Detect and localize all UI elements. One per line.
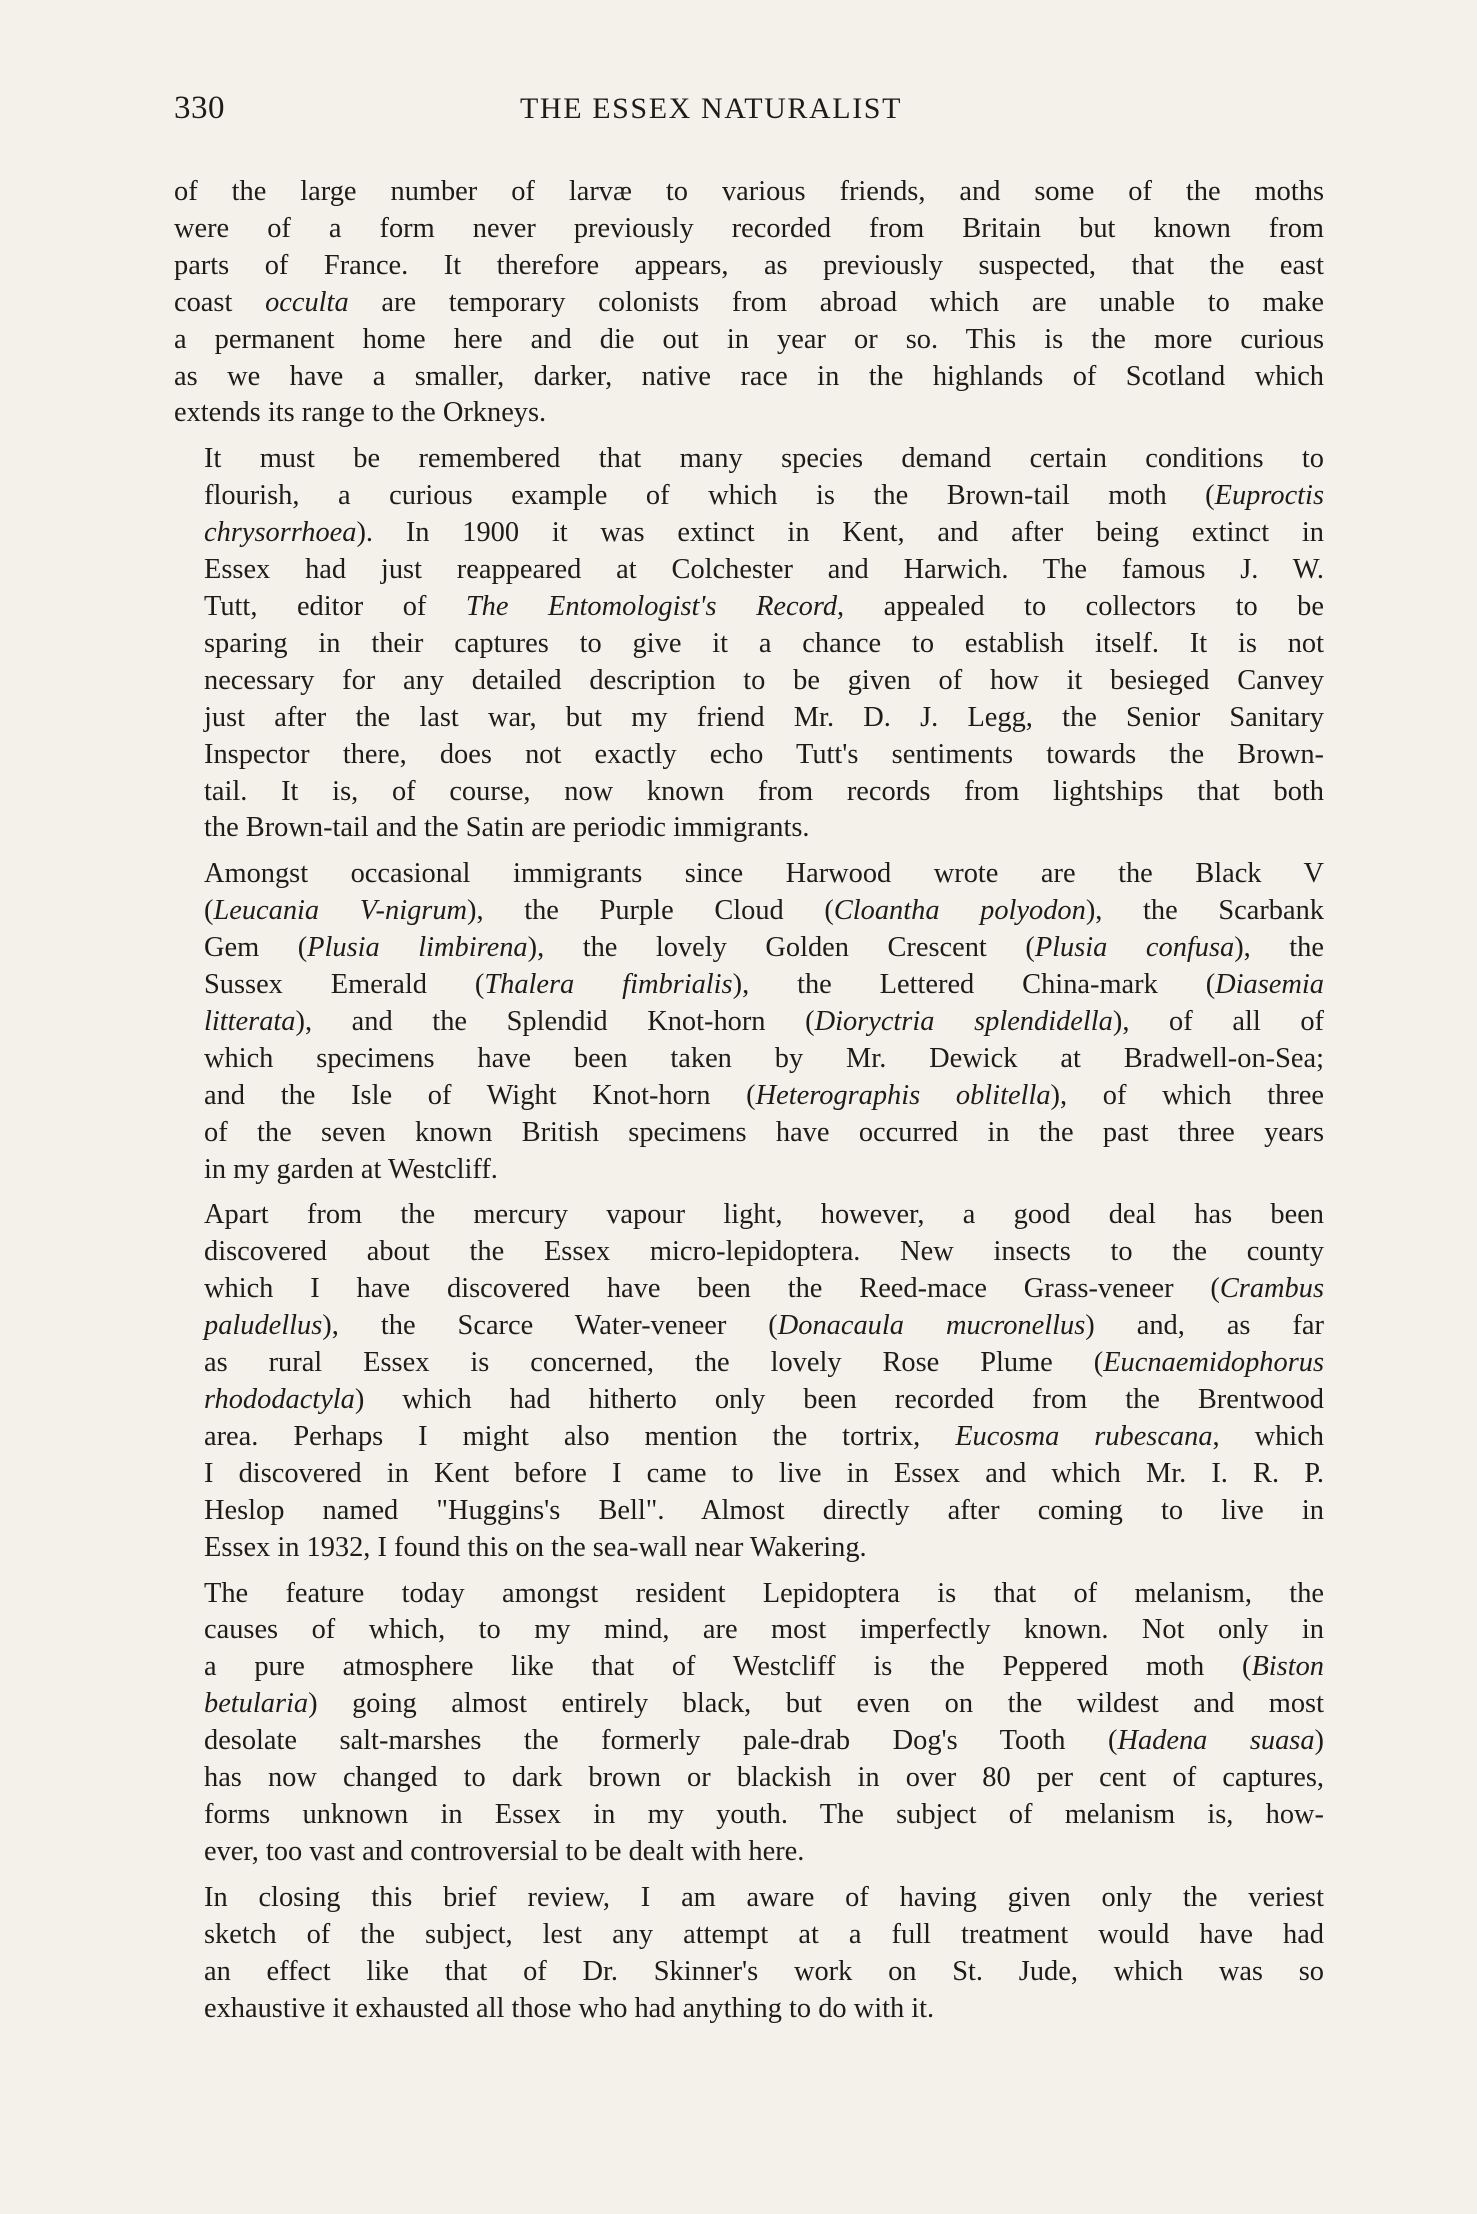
text-line [174, 395, 1324, 432]
text-line [174, 359, 1324, 396]
page-header [174, 90, 1324, 127]
text-run: the Brown-tail and the Satin are periodic immigrants. [204, 812, 810, 844]
text-line [174, 1576, 1324, 1613]
text-run: ) [1314, 1725, 1325, 1757]
italic-text: Cloantha polyodon [833, 895, 1086, 927]
italic-text: Plusia limbirena [307, 932, 528, 964]
text-line [174, 1954, 1324, 1991]
text-line [174, 1041, 1324, 1078]
text-run: sparing in their captures to give it a chance to establish itself. It is not [204, 627, 1324, 659]
italic-text: litterata [204, 1005, 296, 1037]
text-line [174, 810, 1324, 847]
text-run: which I have discovered have been the Reed-mace Grass-veneer ( [204, 1273, 1220, 1305]
text-line [174, 515, 1324, 552]
text-run: I discovered in Kent before I came to live in Essex and which Mr. I. R. P. [204, 1457, 1324, 1489]
text-run: ), of all of [1112, 1005, 1324, 1037]
text-run: were of a form never previously recorded from Britain but known from [174, 212, 1324, 244]
italic-text: Heterographis oblitella [755, 1079, 1051, 1111]
text-run: ) and, as far [1085, 1310, 1324, 1342]
text-line [174, 589, 1324, 626]
italic-text: Eucnaemidophorus [1103, 1347, 1324, 1379]
text-line [174, 1078, 1324, 1115]
italic-text: Donacaula mucronellus [777, 1310, 1086, 1342]
text-line [174, 737, 1324, 774]
text-run: Essex in 1932, I found this on the sea-wall near Wakering. [204, 1531, 867, 1563]
text-line [174, 1234, 1324, 1271]
text-line [174, 856, 1324, 893]
text-run: as rural Essex is concerned, the lovely Rose Plume ( [204, 1347, 1104, 1379]
text-run: It must be remembered that many species demand certain conditions to [204, 443, 1324, 475]
text-run: , which [1212, 1420, 1324, 1452]
text-line [174, 967, 1324, 1004]
italic-text: betularia [204, 1688, 309, 1720]
text-line [174, 285, 1324, 322]
text-run: are temporary colonists from abroad which are unable to make [348, 286, 1324, 318]
italic-text: occulta [265, 286, 349, 318]
text-run: ), the Lettered China-mark ( [732, 969, 1216, 1001]
text-run: ), and the Splendid Knot-horn ( [295, 1005, 815, 1037]
paragraph [174, 1576, 1324, 1871]
text-line [174, 700, 1324, 737]
text-line [174, 1760, 1324, 1797]
text-run: a pure atmosphere like that of Westcliff is the Peppered moth ( [204, 1651, 1252, 1683]
text-run: parts of France. It therefore appears, as previously suspected, that the east [174, 249, 1324, 281]
paragraph [174, 856, 1324, 1188]
italic-text: chrysorrhoea [204, 517, 357, 549]
text-line [174, 1797, 1324, 1834]
text-line [174, 1152, 1324, 1189]
text-line [174, 1530, 1324, 1567]
text-line [174, 211, 1324, 248]
text-line [174, 552, 1324, 589]
text-run: a permanent home here and die out in year or so. This is the more curious [174, 323, 1324, 355]
text-run: and the Isle of Wight Knot-horn ( [204, 1079, 756, 1111]
text-run: extends its range to the Orkneys. [174, 397, 547, 429]
text-line [174, 248, 1324, 285]
text-line [174, 322, 1324, 359]
text-line [174, 893, 1324, 930]
text-run: ), the lovely Golden Crescent ( [527, 932, 1035, 964]
text-line [174, 441, 1324, 478]
text-line [174, 478, 1324, 515]
text-line [174, 1991, 1324, 2028]
text-run: flourish, a curious example of which is the Brown-tail moth ( [204, 480, 1215, 512]
text-line [174, 774, 1324, 811]
italic-text: Leucania V-nigrum [213, 895, 468, 927]
text-run: ). In 1900 it was extinct in Kent, and after being extinct in [356, 517, 1324, 549]
text-run: ), the [1234, 932, 1324, 964]
text-line [174, 1686, 1324, 1723]
text-run: ), the Scarce Water-veneer ( [322, 1310, 778, 1342]
text-run: forms unknown in Essex in my youth. The subject of melanism is, how- [204, 1798, 1324, 1830]
text-run: desolate salt-marshes the formerly pale-drab Dog's Tooth ( [204, 1725, 1118, 1757]
text-run: discovered about the Essex micro-lepidoptera. New insects to the county [204, 1236, 1324, 1268]
page-number: 330 [174, 90, 225, 126]
text-run: Heslop named "Huggins's Bell". Almost directly after coming to live in [204, 1494, 1324, 1526]
text-line [174, 1382, 1324, 1419]
text-line [174, 1419, 1324, 1456]
text-line [174, 174, 1324, 211]
text-line [174, 626, 1324, 663]
text-run: , appealed to collectors to be [837, 590, 1324, 622]
text-run: ( [204, 895, 214, 927]
text-run: necessary for any detailed description to be given of how it besieged Canvey [204, 664, 1324, 696]
text-run: Sussex Emerald ( [204, 969, 485, 1001]
text-line [174, 1880, 1324, 1917]
text-line [174, 1834, 1324, 1871]
running-title: THE ESSEX NATURALIST [520, 92, 902, 125]
italic-text: Euproctis [1214, 480, 1324, 512]
text-line [174, 1308, 1324, 1345]
text-run: in my garden at Westcliff. [204, 1153, 498, 1185]
text-run: ) which had hitherto only been recorded from the Brentwood [354, 1384, 1324, 1415]
italic-text: Plusia confusa [1034, 932, 1235, 964]
italic-text: rhododactyla [204, 1384, 355, 1415]
italic-text: paludellus [204, 1310, 323, 1342]
text-run: ), the Scarbank [1085, 895, 1324, 927]
text-line [174, 1493, 1324, 1530]
text-run: Essex had just reappeared at Colchester and Harwich. The famous J. W. [204, 554, 1324, 586]
text-run: of the seven known British specimens have occurred in the past three years [204, 1116, 1324, 1148]
text-run: tail. It is, of course, now known from records from lightships that both [204, 775, 1324, 807]
italic-text: Thalera fimbrialis [484, 969, 733, 1001]
italic-text: Diasemia [1215, 969, 1324, 1001]
text-line [174, 1917, 1324, 1954]
text-line [174, 930, 1324, 967]
paragraph [174, 174, 1324, 432]
text-run: exhaustive it exhausted all those who had anything to do with it. [204, 1992, 935, 2024]
text-run: Tutt, editor of [204, 590, 466, 622]
text-run: which specimens have been taken by Mr. Dewick at Bradwell-on-Sea; [204, 1042, 1324, 1074]
article-body [174, 174, 1324, 2036]
text-run: sketch of the subject, lest any attempt at a full treatment would have had [204, 1918, 1324, 1950]
text-run: just after the last war, but my friend Mr. D. J. Legg, the Senior Sanitary [204, 701, 1324, 733]
text-run: as we have a smaller, darker, native race in the highlands of Scotland which [174, 360, 1324, 392]
text-line [174, 1197, 1324, 1234]
italic-text: Eucosma rubescana [955, 1420, 1213, 1452]
text-run: Gem ( [204, 932, 308, 964]
text-line [174, 1612, 1324, 1649]
text-line [174, 1271, 1324, 1308]
text-run: has now changed to dark brown or blackish in over 80 per cent of captures, [204, 1762, 1324, 1794]
italic-text: Dioryctria splendidella [814, 1005, 1113, 1037]
text-line [174, 1004, 1324, 1041]
text-run: The feature today amongst resident Lepidoptera is that of melanism, the [204, 1577, 1324, 1609]
text-run: of the large number of larvæ to various friends, and some of the moths [174, 176, 1324, 207]
text-run: Inspector there, does not exactly echo Tutt's sentiments towards the Brown- [204, 738, 1324, 770]
text-run: an effect like that of Dr. Skinner's work on St. Jude, which was so [204, 1955, 1324, 1987]
text-line [174, 1345, 1324, 1382]
text-run: In closing this brief review, I am aware of having given only the veriest [204, 1881, 1324, 1913]
italic-text: Biston [1251, 1651, 1324, 1683]
text-run: causes of which, to my mind, are most imperfectly known. Not only in [204, 1614, 1324, 1646]
text-run: Amongst occasional immigrants since Harwood wrote are the Black V [204, 858, 1324, 890]
text-run: ) going almost entirely black, but even on the wildest and most [308, 1688, 1324, 1720]
text-line [174, 1456, 1324, 1493]
text-line [174, 1115, 1324, 1152]
text-run: ), the Purple Cloud ( [467, 895, 834, 927]
text-line [174, 1723, 1324, 1760]
text-run: ever, too vast and controversial to be dealt with here. [204, 1835, 805, 1867]
italic-text: The Entomologist's Record [465, 590, 838, 622]
paragraph [174, 441, 1324, 847]
text-run: area. Perhaps I might also mention the tortrix, [204, 1420, 956, 1452]
text-line [174, 1649, 1324, 1686]
paragraph [174, 1197, 1324, 1566]
text-run: ), of which three [1050, 1079, 1324, 1111]
text-run: Apart from the mercury vapour light, however, a good deal has been [204, 1199, 1324, 1231]
italic-text: Crambus [1219, 1273, 1324, 1305]
text-line [174, 663, 1324, 700]
text-run: coast [174, 286, 266, 318]
paragraph [174, 1880, 1324, 2028]
italic-text: Hadena suasa [1117, 1725, 1315, 1757]
